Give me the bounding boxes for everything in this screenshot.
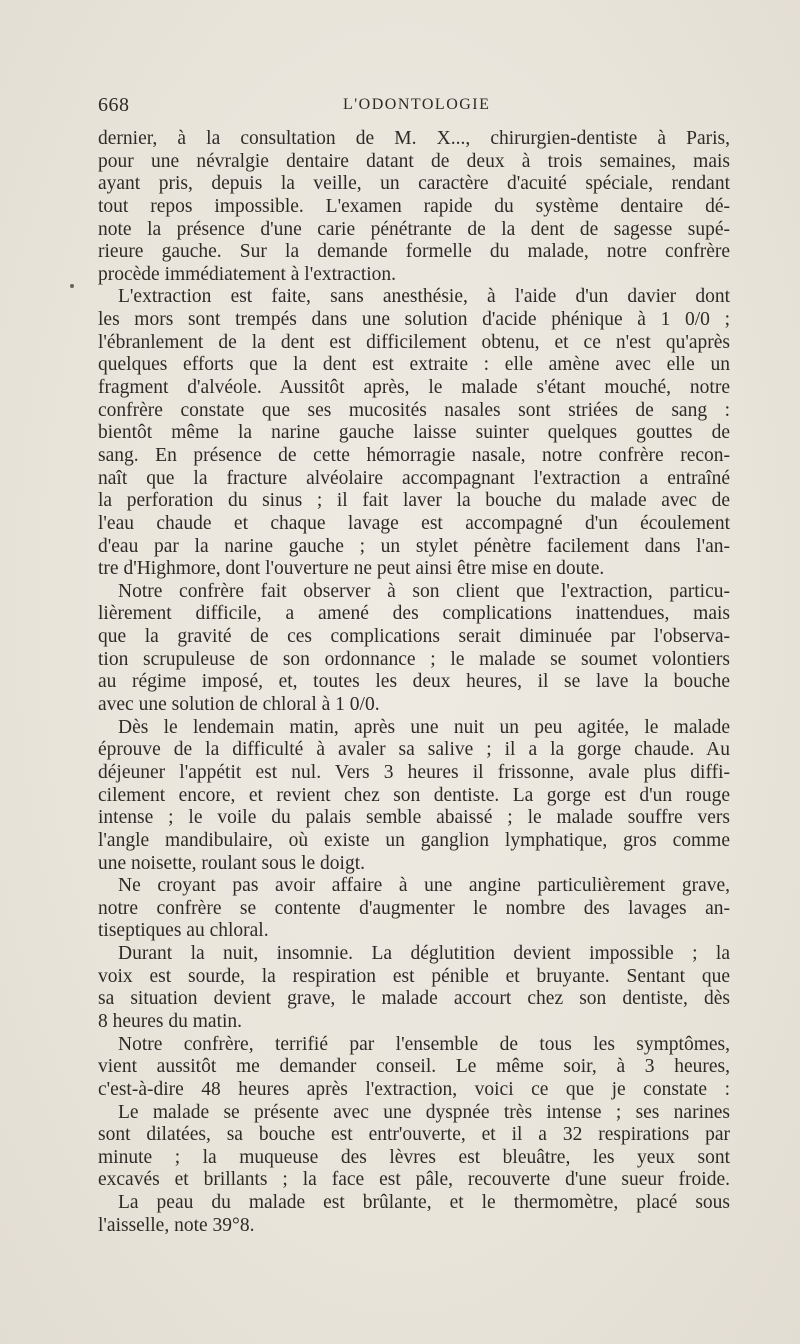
text-line: intense ; le voile du palais semble abaissé ; le malade souffre vers xyxy=(98,807,730,829)
text-line: Dès le lendemain matin, après une nuit un peu agitée, le malade xyxy=(118,716,730,738)
text-line: note la présence d'une carie pénétrante de la dent de sagesse supé- xyxy=(98,218,730,240)
text-line: excavés et brillants ; la face est pâle, recouverte d'une sueur froide. xyxy=(98,1169,730,1191)
text-line: avec une solution de chloral à 1 0/0. xyxy=(98,694,380,716)
text-line: Ne croyant pas avoir affaire à une angine particulièrement grave, xyxy=(118,875,730,897)
text-line: tiseptiques au chloral. xyxy=(98,920,269,942)
text-line: l'aisselle, note 39°8. xyxy=(98,1214,255,1236)
body-text xyxy=(98,128,730,1237)
text-line: sa situation devient grave, le malade accourt chez son dentiste, dès xyxy=(98,988,730,1010)
text-line: quelques efforts que la dent est extraite : elle amène avec elle un xyxy=(98,354,730,376)
text-line: une noisette, roulant sous le doigt. xyxy=(98,852,366,874)
text-line: tion scrupuleuse de son ordonnance ; le malade se soumet volontiers xyxy=(98,648,730,670)
text-line: l'ébranlement de la dent est difficilement obtenu, et ce n'est qu'après xyxy=(98,331,730,353)
text-line: sang. En présence de cette hémorragie nasale, notre confrère recon- xyxy=(98,444,730,466)
text-line: Le malade se présente avec une dyspnée très intense ; ses narines xyxy=(118,1101,730,1123)
text-line: vient aussitôt me demander conseil. Le même soir, à 3 heures, xyxy=(98,1056,730,1078)
text-line: éprouve de la difficulté à avaler sa salive ; il a la gorge chaude. Au xyxy=(98,739,730,761)
text-line: ayant pris, depuis la veille, un caractère d'acuité spéciale, rendant xyxy=(98,173,730,195)
text-line: naît que la fracture alvéolaire accompagnant l'extraction a entraîné xyxy=(98,467,730,489)
text-line: La peau du malade est brûlante, et le thermomètre, placé sous xyxy=(118,1192,730,1214)
text-line: voix est sourde, la respiration est pénible et bruyante. Sentant que xyxy=(98,965,730,987)
text-line: Notre confrère fait observer à son client que l'extraction, particu- xyxy=(118,580,730,602)
text-line: minute ; la muqueuse des lèvres est bleuâtre, les yeux sont xyxy=(98,1146,730,1168)
text-line: sont dilatées, sa bouche est entr'ouverte, et il a 32 respirations par xyxy=(98,1124,730,1146)
text-line: 8 heures du matin. xyxy=(98,1010,243,1032)
text-line: lièrement difficile, a amené des complications inattendues, mais xyxy=(98,603,730,625)
text-line: notre confrère se contente d'augmenter le nombre des lavages an- xyxy=(98,897,730,919)
page-number: 668 xyxy=(98,94,130,116)
running-title: L'ODONTOLOGIE xyxy=(343,96,491,113)
text-line: cilement encore, et revient chez son dentiste. La gorge est d'un rouge xyxy=(98,784,730,806)
text-line: l'angle mandibulaire, où existe un ganglion lymphatique, gros comme xyxy=(98,829,730,851)
text-line: procède immédiatement à l'extraction. xyxy=(98,263,397,285)
text-line: d'eau par la narine gauche ; un stylet pénètre facilement dans l'an- xyxy=(98,535,730,557)
text-line: pour une névralgie dentaire datant de deux à trois semaines, mais xyxy=(98,150,730,172)
text-line: Durant la nuit, insomnie. La déglutition devient impossible ; la xyxy=(118,943,730,965)
text-line: les mors sont trempés dans une solution d'acide phénique à 1 0/0 ; xyxy=(98,309,730,331)
text-line: au régime imposé, et, toutes les deux heures, il se lave la bouche xyxy=(98,671,730,693)
text-line: déjeuner l'appétit est nul. Vers 3 heures il frissonne, avale plus diffi- xyxy=(98,761,730,783)
margin-mark xyxy=(70,284,74,288)
text-line: fragment d'alvéole. Aussitôt après, le malade s'étant mouché, notre xyxy=(98,377,730,399)
text-line: L'extraction est faite, sans anesthésie, à l'aide d'un davier dont xyxy=(118,286,730,308)
text-line: c'est-à-dire 48 heures après l'extraction, voici ce que je constate : xyxy=(98,1078,730,1100)
page-header xyxy=(98,94,730,118)
text-line: tre d'Highmore, dont l'ouverture ne peut ainsi être mise en doute. xyxy=(98,558,605,580)
text-line: bientôt même la narine gauche laisse suinter quelques gouttes de xyxy=(98,422,730,444)
text-line: tout repos impossible. L'examen rapide du système dentaire dé- xyxy=(98,195,730,217)
text-line: l'eau chaude et chaque lavage est accompagné d'un écoulement xyxy=(98,512,730,534)
text-line: la perforation du sinus ; il fait laver la bouche du malade avec de xyxy=(98,490,730,512)
text-line: que la gravité de ces complications serait diminuée par l'observa- xyxy=(98,626,730,648)
text-line: confrère constate que ses mucosités nasales sont striées de sang : xyxy=(98,399,730,421)
text-line: rieure gauche. Sur la demande formelle du malade, notre confrère xyxy=(98,241,730,263)
text-line: dernier, à la consultation de M. X..., chirurgien-dentiste à Paris, xyxy=(98,128,730,149)
text-line: Notre confrère, terrifié par l'ensemble de tous les symptômes, xyxy=(118,1033,730,1055)
